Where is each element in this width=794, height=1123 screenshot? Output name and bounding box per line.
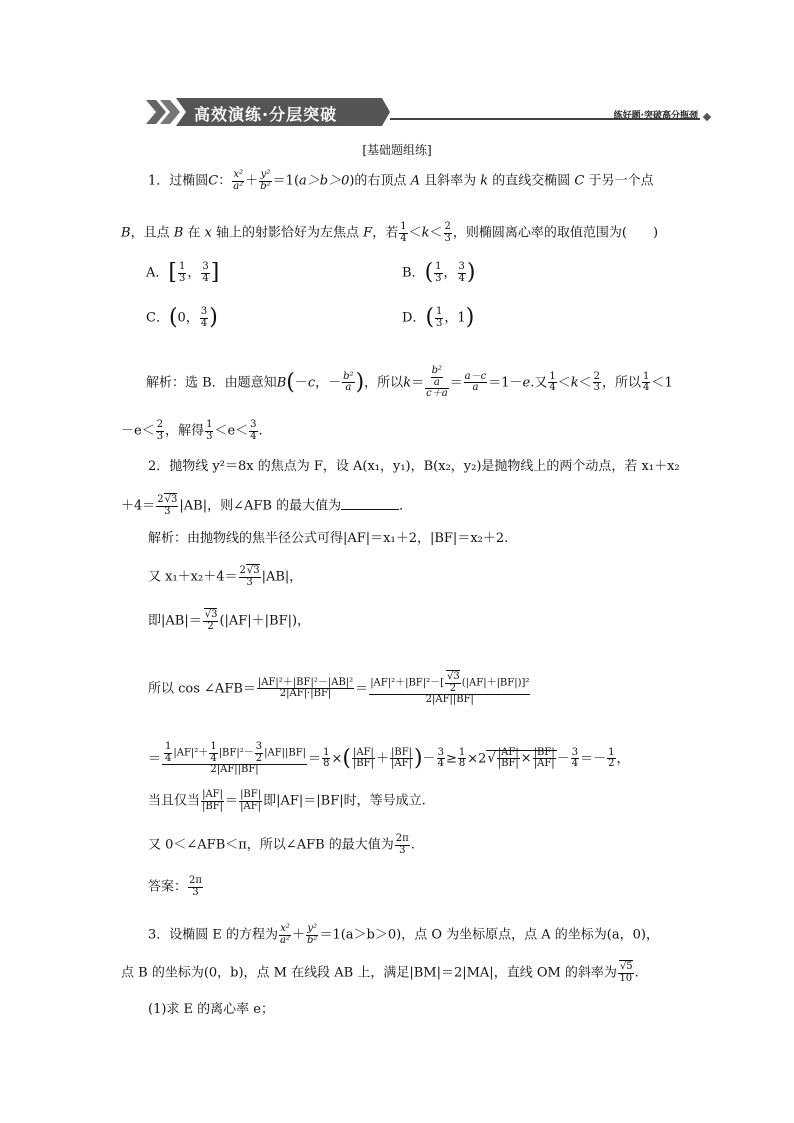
q2-solution-line5: ＝ $\frac{1}{4}$ |AF|²＋ $\frac{1}{4}$ |BF|²－ $\frac{3}{2}$ |AF||BF| 2|AF||BF| ＝ $\frac{1}{8}$ ×( $\frac{|AF|}{|BF|}$ ＋ $\frac{|BF|}{|AF|}$ )－ $\frac{3}{4}$ ≥ $\frac{1}{8}$ ×2√ $\frac{|AF|}{|BF|}$ × $\frac{|BF|}{|AF|}$ － $\frac{3}{4}$ ＝－ $\frac{1}{2}$ ， xyxy=(148,741,630,775)
option-b: B．( $\frac{1}{3}$ ， $\frac{3}{4}$ ) xyxy=(402,260,476,285)
q2-solution-line6: 当且仅当 $\frac{|AF|}{|BF|}$ ＝ $\frac{|BF|}{|AF|}$ 即|AF|＝|BF|时，等号成立. xyxy=(148,789,426,812)
q3-line1: 3．设椭圆 E 的方程为 $\frac{\text{x²}}{\text{a²}}$ ＋ $\frac{\text{y²}}{\text{b²}}$ ＝1(a＞b＞0)，点 O 为坐标原点，点 A 的坐标为(a，0)， xyxy=(148,923,659,946)
q2-solution-line2: 又 x₁＋x₂＋4＝ $\frac{2√3}{3}$ |AB|， xyxy=(148,565,303,588)
q2-solution-line1: 解析：由抛物线的焦半径公式可得|AF|＝x₁＋2，|BF|＝x₂＋2. xyxy=(148,531,509,546)
section-title: [基础题组练] xyxy=(362,143,432,157)
q1-line2: B，且点 B 在 x 轴上的射影恰好为左焦点 F，若 $\frac{1}{4}$ ＜k＜ $\frac{2}{3}$ ，则椭圆离心率的取值范围为( ) xyxy=(121,221,659,244)
q2-line2: ＋4＝ $\frac{2√3}{3}$ |AB|，则∠AFB 的最大值为 ． xyxy=(121,494,413,517)
header-slogan: 练好题·突破高分瓶颈 xyxy=(613,111,698,121)
q2-solution-line3: 即|AB|＝ $\frac{√3}{2}$ (|AF|＋|BF|)， xyxy=(148,609,311,632)
option-d: D．( $\frac{1}{3}$ ，1) xyxy=(402,305,475,330)
q2-solution-line7: 又 0＜∠AFB＜π，所以∠AFB 的最大值为 $\frac{2\pi}{3}$ . xyxy=(148,833,415,856)
q2-answer: 答案： $\frac{2\pi}{3}$ xyxy=(148,875,202,898)
q1-line1: 1．过椭圆C： $\frac{\text{x²}}{\text{a²}}$ ＋ $\frac{\text{y²}}{\text{b²}}$ ＝1(a＞b＞0)的右顶点 A 且斜率为 k 的直线交椭圆 C 于另一个点 xyxy=(148,169,654,192)
answer-blank xyxy=(341,499,399,510)
option-c: C．(0， $\frac{3}{4}$ ) xyxy=(146,305,218,330)
q3-line2: 点 B 的坐标为(0，b)，点 M 在线段 AB 上，满足|BM|＝2|MA|，直线 OM 的斜率为 $\frac{√5}{10}$ . xyxy=(121,961,639,984)
banner-title: 高效演练·分层突破 xyxy=(194,105,338,124)
q1-solution-line2: －e＜ $\frac{2}{3}$ ，解得 $\frac{1}{3}$ ＜e＜ $\frac{3}{4}$ . xyxy=(121,419,263,442)
q2-line1: 2．抛物线 y²＝8x 的焦点为 F，设 A(x₁，y₁)，B(x₂，y₂)是抛物线上的两个动点，若 x₁＋x₂ xyxy=(148,459,680,474)
page-header xyxy=(146,98,712,128)
option-a: A．[ $\frac{1}{3}$ ， $\frac{3}{4}$ ] xyxy=(146,260,220,285)
q3-sub1: (1)求 E 的离心率 e； xyxy=(148,1002,274,1017)
q2-solution-line4: 所以 cos ∠AFB＝ $\frac{\text{|AF|²＋|BF|²－|AB|²}}{2|AF|\cdot|BF|}$ ＝ |AF|²＋|BF|²－[ $\frac{√3}{2}$ (|AF|＋|BF|)]² 2|AF||BF| xyxy=(148,671,530,705)
diamond-icon xyxy=(703,113,711,121)
q1-solution-line1: 解析：选 B．由题意知B(－c，－ $\frac{\text{b²}}{a}$ )，所以k＝ $\frac{\frac{\text{b²}}{a}}{c+a}$ ＝ $\frac{a-c}{a}$ ＝1－e.又 $\frac{1}{4}$ ＜k＜ $\frac{2}{3}$ ，所以 $\frac{1}{4}$ ＜1 xyxy=(146,365,673,399)
